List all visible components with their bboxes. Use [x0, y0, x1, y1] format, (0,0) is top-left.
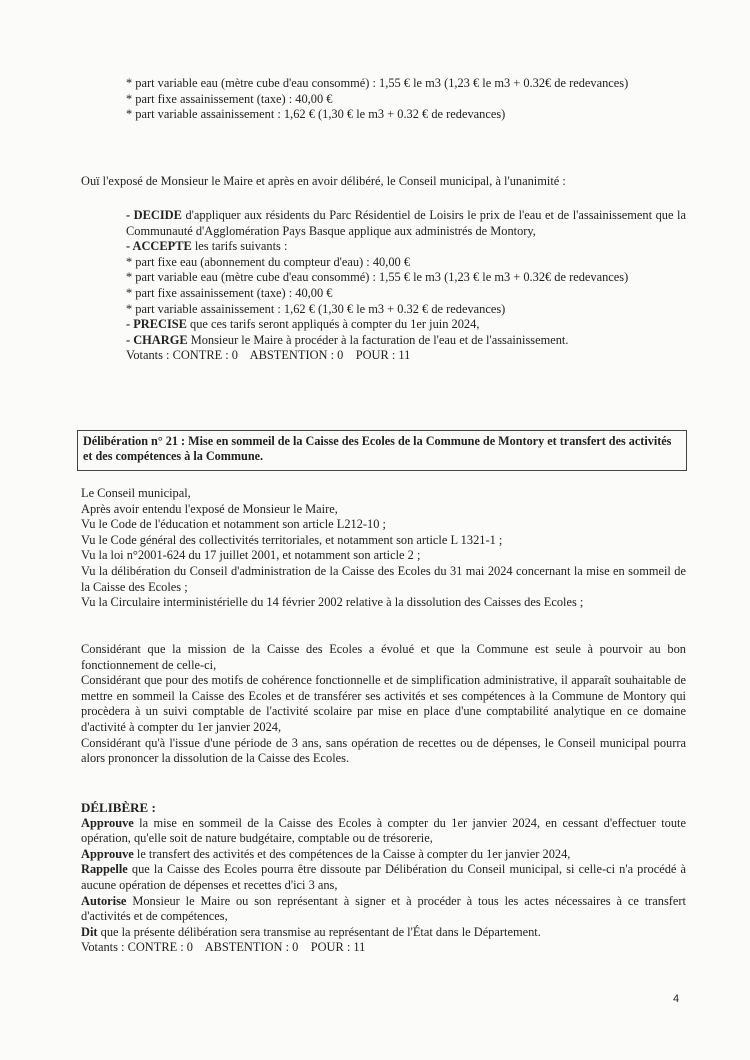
accepte-keyword: - ACCEPTE	[126, 239, 192, 254]
considerants-block	[81, 642, 686, 767]
tariff-item: * part variable assainissement : 1,62 € (1,30 € le m3 + 0.32 € de redevances)	[126, 301, 506, 316]
delibere-item: Autorise Monsieur le Maire ou son représentant à signer et à procéder à tous les actes nécessaires à ce transfert d'activités et de compétences,	[81, 893, 686, 924]
vu-line: Vu la Circulaire interministérielle du 14 février 2002 relative à la dissolution des Caisses des Ecoles ;	[81, 595, 584, 610]
delibere-item: Approuve le transfert des activités et des compétences de la Caisse à compter du 1er janvier 2024,	[81, 846, 571, 861]
tariff-item: * part fixe assainissement (taxe) : 40,00 €	[126, 285, 333, 300]
tariff-item: * part variable assainissement : 1,62 € (1,30 € le m3 + 0.32 € de redevances)	[126, 107, 506, 122]
considerant-paragraph: Considérant qu'à l'issue d'une période de 3 ans, sans opération de recettes ou de dépenses, le Conseil municipal pourra alors prononcer la dissolution de la Caisse des Ecoles.	[81, 735, 686, 766]
tariff-item: * part variable eau (mètre cube d'eau consommé) : 1,55 € le m3 (1,23 € le m3 + 0.32€ de redevances)	[126, 270, 629, 285]
delibere-heading: DÉLIBÈRE :	[81, 800, 156, 815]
page-number: 4	[673, 993, 680, 1005]
charge-paragraph: - CHARGE Monsieur le Maire à procéder à la facturation de l'eau et de l'assainissement.	[126, 332, 569, 347]
deliberation-title-box	[77, 430, 687, 471]
decide-keyword: - DECIDE	[126, 208, 182, 222]
tariff-item: * part fixe assainissement (taxe) : 40,00 €	[126, 91, 333, 106]
precise-paragraph: - PRECISE que ces tarifs seront appliqués à compter du 1er juin 2024,	[126, 317, 480, 332]
oui-line: Ouï l'exposé de Monsieur le Maire et après en avoir délibéré, le Conseil municipal, à l'unanimité :	[81, 174, 566, 188]
considerant-paragraph: Considérant que la mission de la Caisse des Ecoles a évolué et que la Commune est seule à pourvoir au bon fonctionnement de celle-ci,	[81, 642, 686, 672]
votants-line: Votants : CONTRE : 0 ABSTENTION : 0 POUR : 11	[81, 940, 366, 955]
vu-line: Après avoir entendu l'exposé de Monsieur le Maire,	[81, 501, 338, 516]
decisions-block	[126, 208, 686, 364]
decide-paragraph: - DECIDE d'appliquer aux résidents du Parc Résidentiel de Loisirs le prix de l'eau et de l'assainissement que la Communauté d'Agglomération Pays Basque applique aux administrés de Montory,	[126, 208, 687, 238]
vu-line: Vu le Code de l'éducation et notamment son article L212-10 ;	[81, 517, 386, 532]
delibere-block	[81, 800, 686, 956]
tariff-item: * part fixe eau (abonnement du compteur d'eau) : 40,00 €	[126, 254, 411, 269]
precise-keyword: - PRECISE	[126, 317, 187, 332]
charge-keyword: - CHARGE	[126, 332, 188, 347]
vu-line: Vu le Code général des collectivités territoriales, et notamment son article L 1321-1 ;	[81, 532, 503, 547]
top-tariff-list	[126, 76, 686, 123]
delibere-item: Dit que la présente délibération sera transmise au représentant de l'État dans le Département.	[81, 924, 541, 939]
vu-line: Vu la loi n°2001-624 du 17 juillet 2001, et notamment son article 2 ;	[81, 548, 421, 563]
delibere-item: Approuve la mise en sommeil de la Caisse des Ecoles à compter du 1er janvier 2024, en cessant d'effectuer toute opération, qu'elle soit de nature budgétaire, comptable ou de trésorerie,	[81, 815, 686, 846]
accepte-paragraph: - ACCEPTE les tarifs suivants :	[126, 239, 288, 254]
tariff-item: * part variable eau (mètre cube d'eau consommé) : 1,55 € le m3 (1,23 € le m3 + 0.32€ de redevances)	[126, 76, 629, 90]
delibere-item: Rappelle que la Caisse des Ecoles pourra être dissoute par Délibération du Conseil municipal, si celle-ci n'a procédé à aucune opération de dépenses et recettes d'ici 3 ans,	[81, 862, 686, 892]
considerant-paragraph: Considérant que pour des motifs de cohérence fonctionnelle et de simplification administrative, il apparaît souhaitable de mettre en sommeil la Caisse des Ecoles et de transférer ses activités et ses compétences à la Commune de Montory qui procèdera à un suivi comptable de l'activité scolaire par mise en place d'une comptabilité analytique en ce domaine d'activité à compter du 1er janvier 2024,	[81, 673, 686, 734]
vu-line: Le Conseil municipal,	[81, 486, 191, 500]
vu-block	[81, 486, 686, 611]
vu-line: Vu la délibération du Conseil d'administration de la Caisse des Ecoles du 31 mai 2024 concernant la mise en sommeil de la Caisse des Ecoles ;	[81, 563, 686, 594]
deliberation-title: Délibération n° 21 : Mise en sommeil de la Caisse des Ecoles de la Commune de Montory et transfert des activités et des compétences à la Commune.	[83, 434, 672, 463]
votants-line: Votants : CONTRE : 0 ABSTENTION : 0 POUR : 11	[126, 348, 411, 363]
